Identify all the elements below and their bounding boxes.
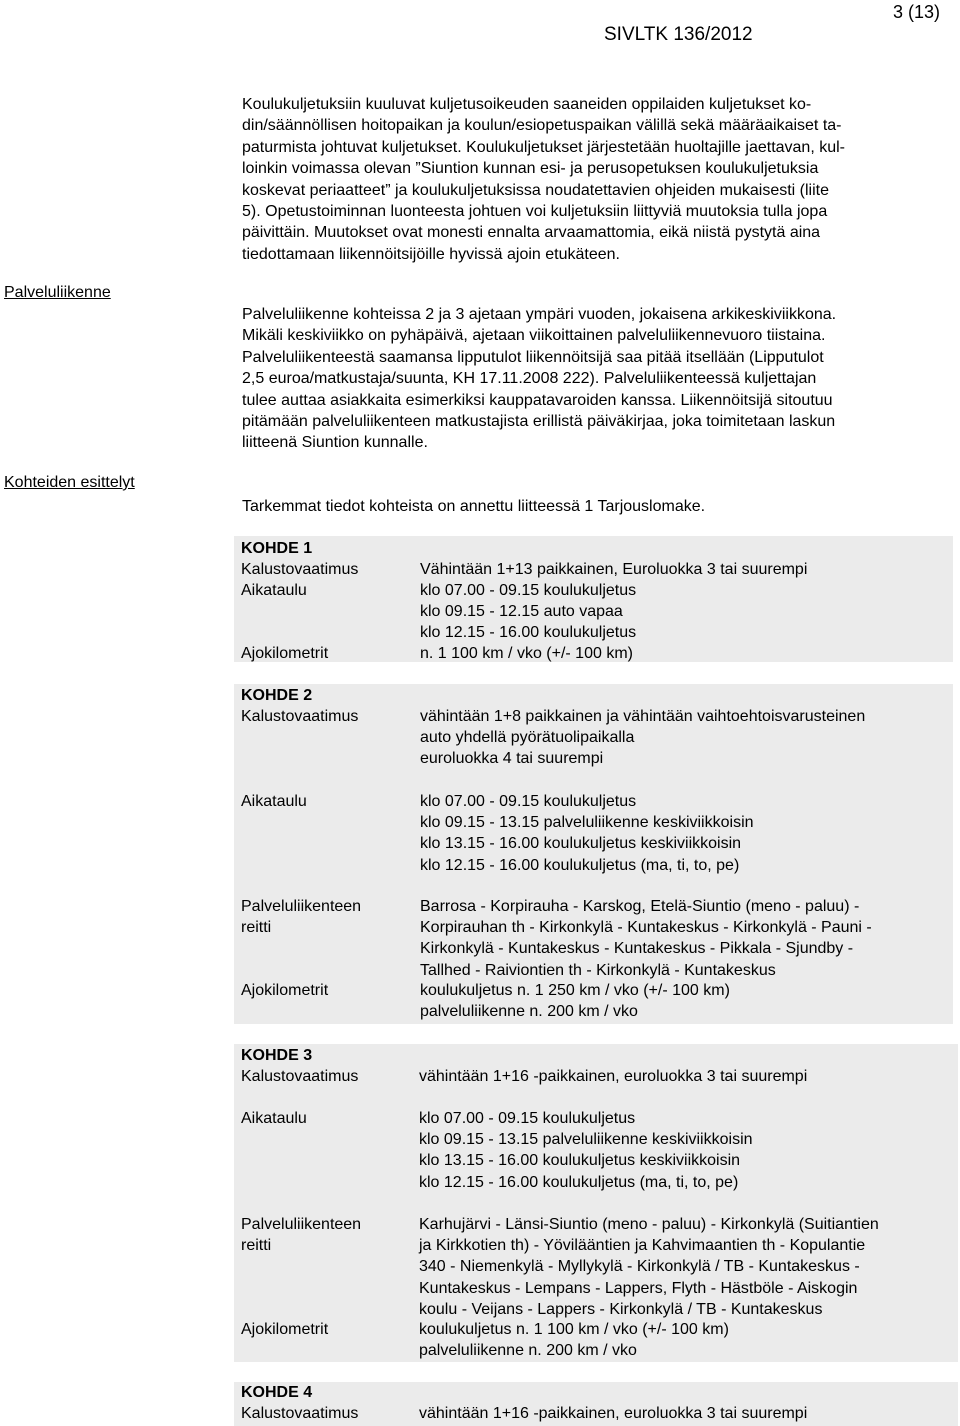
kohde-1-box	[234, 536, 953, 662]
kohde-3-aikataulu-value: klo 07.00 - 09.15 koulukuljetus klo 09.15 - 13.15 palveluliikenne keskiviikkoisin klo 13.15 - 16.00 koulukuljetus keskiviikkoisin klo 12.15 - 16.00 koulukuljetus (ma, ti, to, pe)	[419, 1110, 753, 1191]
kohde-2-reitti-label: Palveluliikenteen reitti	[241, 898, 362, 937]
kohde-1-kalusto-value: Vähintään 1+13 paikkainen, Euroluokka 3 tai suurempi	[420, 561, 808, 578]
paragraph-palveluliikenne: Palveluliikenne kohteissa 2 ja 3 ajetaan ympäri vuoden, jokaisena arkikeskiviikkona. Mikäli keskiviikko on pyhäpäivä, ajetaan viikoittainen palveluliikennevuoro tiistaina. Palveluliikenteestä saamansa lipputulot liikennöitsijä saa pitää itsellään (Lipputulot 2,5 euroa/matkustaja/suunta, KH 17.11.2008 222). Palveluliikenteessä kuljettajan tulee auttaa asiakkaita esimerkiksi kauppatavaroiden kanssa. Liikennöitsijä sitoutuu pitämään palveluliikenteen matkustajista erillistä päiväkirjaa, joka toimitetaan laskun liitteenä Siuntion kunnalle.	[242, 306, 837, 452]
kohde-3-title: KOHDE 3	[241, 1047, 313, 1064]
kohde-3-kalusto-label: Kalustovaatimus	[241, 1068, 359, 1085]
kohde-2-aikataulu-label: Aikataulu	[241, 793, 307, 810]
kohde-1-kalusto-label: Kalustovaatimus	[241, 561, 359, 578]
paragraph-koulukuljetukset: Koulukuljetuksiin kuuluvat kuljetusoikeuden saaneiden oppilaiden kuljetukset ko- din/säännöllisen hoitopaikan ja koulun/esiopetuspaikan välillä sekä määräaikaiset ta- paturmista johtuvat kuljetukset. Koulukuljetukset järjestetään huoltajille jaettavan, kul- loinkin voimassa olevan ”Siuntion kunnan esi- ja perusopetuksen koulukuljetuksia koskevat periaatteet” ja koulukuljetuksissa noudatettavien ohjeiden mukaisesti (liite 5). Opetustoiminnan luonteesta johtuen voi kuljetuksiin liittyviä muutoksia tulla jopa päivittäin. Muutokset ovat monesti ennalta arvaamattomia, eikä niistä pystytä aina tiedottamaan liikennöitsijöille hyvissä ajoin etukäteen.	[242, 96, 845, 263]
kohde-3-kalusto-value: vähintään 1+16 -paikkainen, euroluokka 3 tai suurempi	[419, 1068, 808, 1085]
kohde-2-title: KOHDE 2	[241, 687, 313, 704]
kohde-4-box	[234, 1382, 958, 1426]
kohde-2-km-label: Ajokilometrit	[241, 982, 329, 999]
paragraph-tarkemmat-tiedot: Tarkemmat tiedot kohteista on annettu liitteessä 1 Tarjouslomake.	[242, 498, 706, 515]
kohde-1-km-value: n. 1 100 km / vko (+/- 100 km)	[420, 645, 633, 662]
kohde-2-kalusto-label: Kalustovaatimus	[241, 708, 359, 725]
kohde-4-title: KOHDE 4	[241, 1384, 313, 1401]
kohde-4-kalusto-value: vähintään 1+16 -paikkainen, euroluokka 3 tai suurempi	[419, 1405, 808, 1422]
page-number: 3 (13)	[892, 2, 940, 22]
kohde-1-aikataulu-value: klo 07.00 - 09.15 koulukuljetus klo 09.15 - 12.15 auto vapaa klo 12.15 - 16.00 koulukuljetus	[420, 582, 637, 642]
kohde-4-kalusto-label: Kalustovaatimus	[241, 1405, 359, 1422]
kohde-1-km-label: Ajokilometrit	[241, 645, 329, 662]
document-reference: SIVLTK 136/2012	[604, 24, 753, 45]
kohde-2-aikataulu-value: klo 07.00 - 09.15 koulukuljetus klo 09.15 - 13.15 palveluliikenne keskiviikkoisin klo 13.15 - 16.00 koulukuljetus keskiviikkoisin klo 12.15 - 16.00 koulukuljetus (ma, ti, to, pe)	[420, 793, 754, 874]
kohde-2-reitti-value: Barrosa - Korpirauha - Karskog, Etelä-Siuntio (meno - paluu) - Korpirauhan th - Kirkonkylä - Kuntakeskus - Kirkonkylä - Pauni - Kirkonkylä - Kuntakeskus - Kuntakeskus - Pikkala - Sjundby - Tallhed - Raiviontien th - Kirkonkylä - Kuntakeskus	[420, 898, 872, 979]
kohde-3-reitti-value: Karhujärvi - Länsi-Siuntio (meno - paluu) - Kirkonkylä (Suitiantien ja Kirkkotien th) - Yövilääntien ja Kahvimaantien th - Kopulantie 340 - Niemenkylä - Myllykylä - Kirkonkylä / TB - Kuntakeskus - Kuntakeskus - Lempans - Lappers, Flyth - Hästböle - Aiskogin koulu - Veijans - Lappers - Kirkonkylä / TB - Kuntakeskus	[419, 1216, 879, 1318]
kohde-3-km-label: Ajokilometrit	[241, 1321, 329, 1338]
kohde-3-reitti-label: Palveluliikenteen reitti	[241, 1216, 362, 1255]
kohde-2-km-value: koulukuljetus n. 1 250 km / vko (+/- 100 km) palveluliikenne n. 200 km / vko	[420, 982, 730, 1021]
kohde-2-kalusto-value: vähintään 1+8 paikkainen ja vähintään vaihtoehtoisvarusteinen auto yhdellä pyörätuolipaikalla euroluokka 4 tai suurempi	[420, 708, 866, 768]
sidebar-heading-kohteiden-esittely: Kohteiden esittelyt	[4, 474, 135, 491]
kohde-3-km-value: koulukuljetus n. 1 100 km / vko (+/- 100 km) palveluliikenne n. 200 km / vko	[419, 1321, 729, 1360]
kohde-1-aikataulu-label: Aikataulu	[241, 582, 307, 599]
kohde-2-box	[234, 684, 953, 1024]
sidebar-heading-palveluliikenne: Palveluliikenne	[4, 284, 111, 301]
kohde-1-title: KOHDE 1	[241, 540, 313, 557]
kohde-3-box	[234, 1044, 958, 1362]
kohde-3-aikataulu-label: Aikataulu	[241, 1110, 307, 1127]
